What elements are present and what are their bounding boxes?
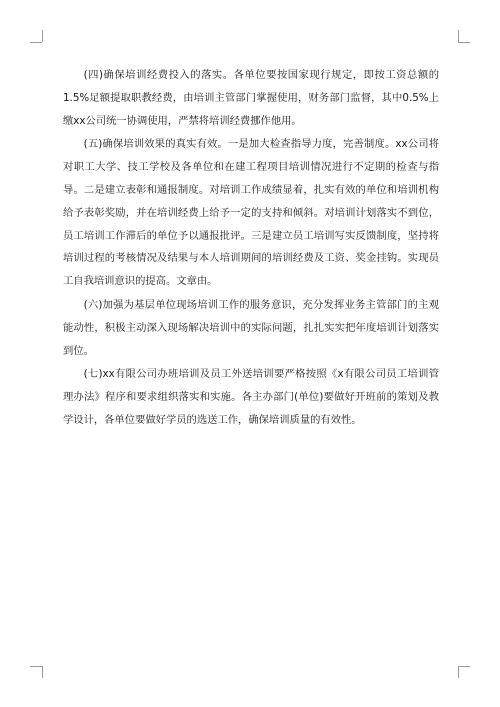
paragraph-implementation: (七)xx有限公司办班培训及员工外送培训要严格按照《x有限公司员工培训管理办法》程序和要求组织落实和实施。各主办部门(单位)要做好开班前的策划及教学设计，各单位要做好学员的选送工作，确保培训质量的有效性。: [63, 368, 439, 426]
paragraph-effectiveness: (五)确保培训效果的真实有效。一是加大检查指导力度，完善制度。xx公司将对职工大学、技工学校及各单位和在建工程项目培训情况进行不定期的检查与指导。二是建立表彰和通报制度。对培训工作成绩显着，扎实有效的单位和培训机构给予表彰奖励，并在培训经费上给予一定的支持和倾斜。对培训计划落实不到位，员工培训工作滞后的单位予以通报批评。三是建立员工培训写实反馈制度，坚持将培训过程的考核情况及结果与本人培训期间的培训经费及工资、奖金挂钩。实现员工自我培训意识的提高。文章由。: [63, 138, 439, 288]
crop-mark-line: [458, 666, 459, 678]
crop-mark-line: [458, 42, 470, 43]
paragraph-funding: (四)确保培训经费投入的落实。各单位要按国家现行规定，即按工资总额的1.5%足额提取职教经费，由培训主管部门掌握使用，财务部门监督，其中0.5%上缴xx公司统一协调使用，严禁将培训经费挪作他用。: [63, 69, 439, 127]
crop-mark-line: [458, 30, 459, 42]
crop-mark-line: [30, 666, 42, 667]
crop-mark-line: [458, 666, 470, 667]
document-body: [63, 64, 439, 433]
crop-mark-line: [42, 666, 43, 678]
crop-mark-line: [42, 30, 43, 42]
paragraph-service-awareness: (六)加强为基层单位现场培训工作的服务意识，充分发挥业务主管部门的主观能动性，积极主动深入现场解决培训中的实际问题，扎扎实实把年度培训计划落实到位。: [63, 298, 439, 357]
crop-mark-line: [30, 42, 42, 43]
